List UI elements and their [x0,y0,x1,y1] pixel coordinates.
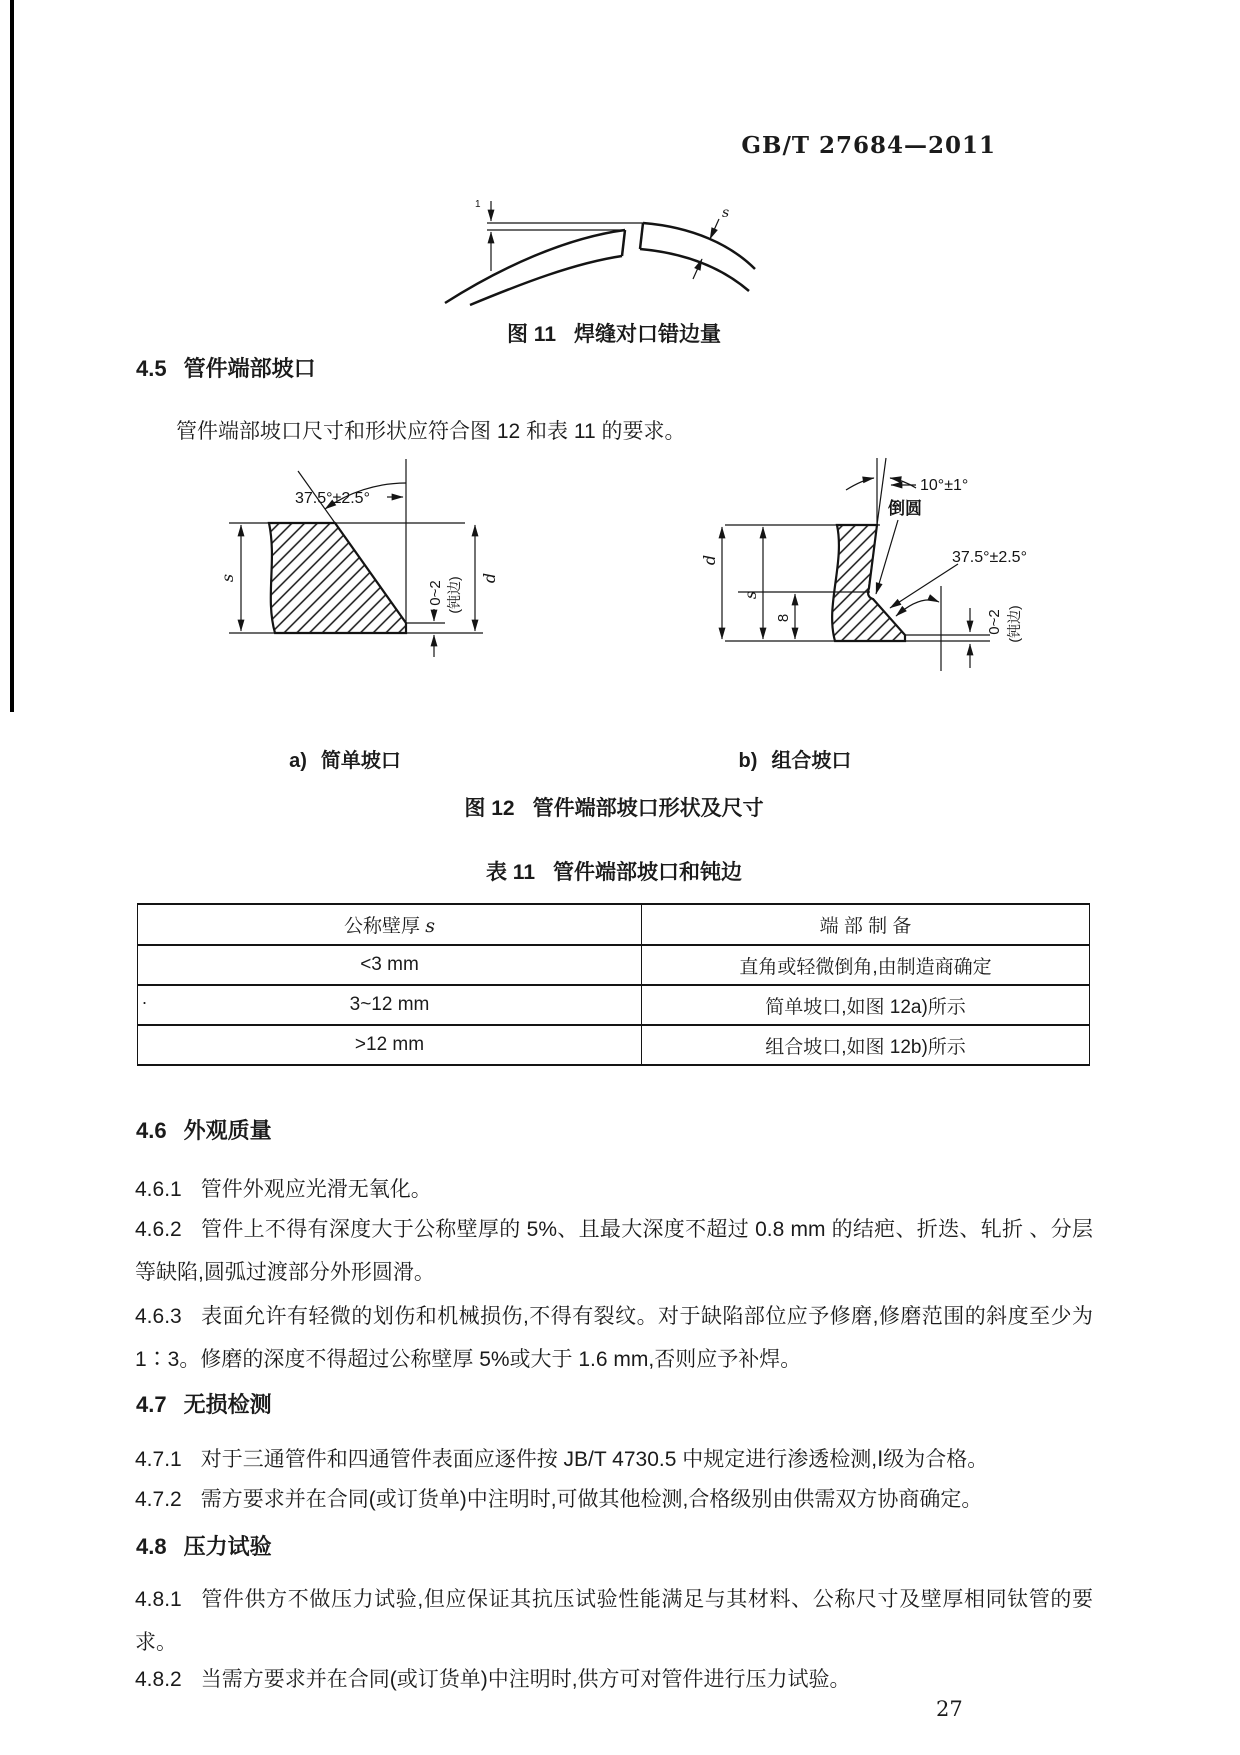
clause-number: 4.7.2 [135,1488,182,1511]
figure-11-label: 图 11 [506,323,557,346]
fig11-offset-dim-label: 1 [475,199,481,210]
fig12a-d-dim-label: d [480,572,499,584]
section-4-6-heading [136,1114,272,1145]
fig12a-s-dim-label: s [218,573,237,583]
fig12a-angle-label: 37.5°±2.5° [295,490,370,507]
cell-prep: 组合坡口,如图 12b)所示 [642,1025,1090,1065]
figure-11-caption [135,318,1093,348]
table-row [138,985,1090,1025]
fig12b-top-angle-label: 10°±1° [920,477,969,494]
figure-12-title: 管件端部坡口形状及尺寸 [532,797,764,820]
fig11-wall-dim-label: s [722,205,730,221]
fig12b-d-dim-label: d [700,554,719,566]
clause-4-8-2 [135,1658,1093,1701]
figure-12b-caption [700,744,890,773]
clause-text: 表面允许有轻微的划伤和机械损伤,不得有裂纹。对于缺陷部位应予修磨,修磨范围的斜度至少为 1∶3。修磨的深度不得超过公称壁厚 5%或大于 1.6 mm,否则应予补焊。 [135,1305,1093,1371]
clause-number: 4.7.1 [135,1448,182,1471]
figure-11-title: 焊缝对口错边量 [574,323,722,346]
figure-12b-title: 组合坡口 [771,750,852,772]
clause-text: 需方要求并在合同(或订货单)中注明时,可做其他检测,合格级别由供需双方协商确定。 [200,1488,983,1511]
section-4-7-heading [136,1388,272,1419]
page-number: 27 [936,1697,963,1721]
fig12a-root-dim-label: 0~2 [427,580,444,606]
fig12b-fillet-label: 倒圆 [888,499,922,518]
clause-text: 管件供方不做压力试验,但应保证其抗压试验性能满足与其材料、公称尺寸及壁厚相同钛管的要求。 [135,1588,1093,1654]
col1-label: 公称壁厚 [343,916,420,937]
table-11 [137,903,1090,1066]
section-4-8-number: 4.8 [136,1534,167,1559]
scan-artifact-dot: . [142,988,148,1008]
clause-number: 4.8.2 [135,1668,182,1691]
cell-thickness: <3 mm [138,945,642,985]
col1-variable: s [425,915,436,937]
table-header-thickness [138,904,642,945]
fig12b-root-note-label: (钝边) [1006,605,1022,643]
figure-12a-letter: a) [289,750,307,772]
standard-number: GB/T 27684—2011 [741,132,996,159]
section-4-8-heading [136,1530,272,1561]
section-4-7-title: 无损检测 [183,1392,272,1417]
clause-4-8-1 [135,1578,1093,1664]
clause-number: 4.6.3 [135,1305,182,1328]
cell-thickness: 3~12 mm [138,985,642,1025]
table-header-prep: 端 部 制 备 [642,904,1090,945]
section-4-5-body: 管件端部坡口尺寸和形状应符合图 12 和表 11 的要求。 [176,420,686,443]
figure-12b-letter: b) [738,750,758,772]
section-4-6-number: 4.6 [136,1118,167,1143]
figure-12a-title: 简单坡口 [320,750,401,772]
clause-text: 对于三通管件和四通管件表面应逐件按 JB/T 4730.5 中规定进行渗透检测,Ⅰ级为合格。 [200,1448,989,1471]
section-4-5-number: 4.5 [136,356,167,381]
figure-12a-caption [250,744,440,773]
clause-text: 当需方要求并在合同(或订货单)中注明时,供方可对管件进行压力试验。 [200,1668,851,1691]
table-row-header [138,904,1090,945]
fig12b-s-dim-label: s [741,590,760,600]
table-row [138,1025,1090,1065]
clause-text: 管件外观应光滑无氧化。 [200,1178,432,1201]
table-11-name: 管件端部坡口和钝边 [553,861,743,884]
section-4-8-title: 压力试验 [183,1534,272,1559]
figure-12-label: 图 12 [464,797,515,820]
figure-11-drawing [425,183,755,308]
table-row [138,945,1090,985]
clause-text: 管件上不得有深度大于公称壁厚的 5%、且最大深度不超过 0.8 mm 的结疤、折迭、轧折 、分层等缺陷,圆弧过渡部分外形圆滑。 [135,1218,1093,1284]
clause-4-6-1 [135,1168,1093,1211]
clause-4-6-2 [135,1208,1093,1294]
clause-number: 4.8.1 [135,1588,182,1611]
scan-edge-line [10,0,14,712]
fig12a-root-note-label: (钝边) [446,576,462,614]
cell-prep: 简单坡口,如图 12a)所示 [642,985,1090,1025]
clause-4-6-3 [135,1295,1093,1381]
fig12b-root-dim-label: 0~2 [986,609,1003,635]
clause-number: 4.6.1 [135,1178,182,1201]
fig12b-bevel-angle-label: 37.5°±2.5° [952,549,1027,566]
table-11-title [135,856,1093,886]
figure-12-caption [135,792,1093,822]
section-4-5-title: 管件端部坡口 [183,356,316,381]
clause-number: 4.6.2 [135,1218,182,1241]
clause-4-7-2 [135,1478,1093,1521]
cell-prep: 直角或轻微倒角,由制造商确定 [642,945,1090,985]
table-11-label: 表 11 [485,861,536,884]
fig12b-depth-dim-label: 8 [775,613,792,623]
section-4-7-number: 4.7 [136,1392,167,1417]
clause-4-7-1 [135,1438,1093,1481]
figure-12b-drawing [618,438,1038,690]
section-4-5-heading [136,352,316,383]
section-4-6-title: 外观质量 [183,1118,272,1143]
figure-12a-drawing [213,443,513,693]
cell-thickness: >12 mm [138,1025,642,1065]
